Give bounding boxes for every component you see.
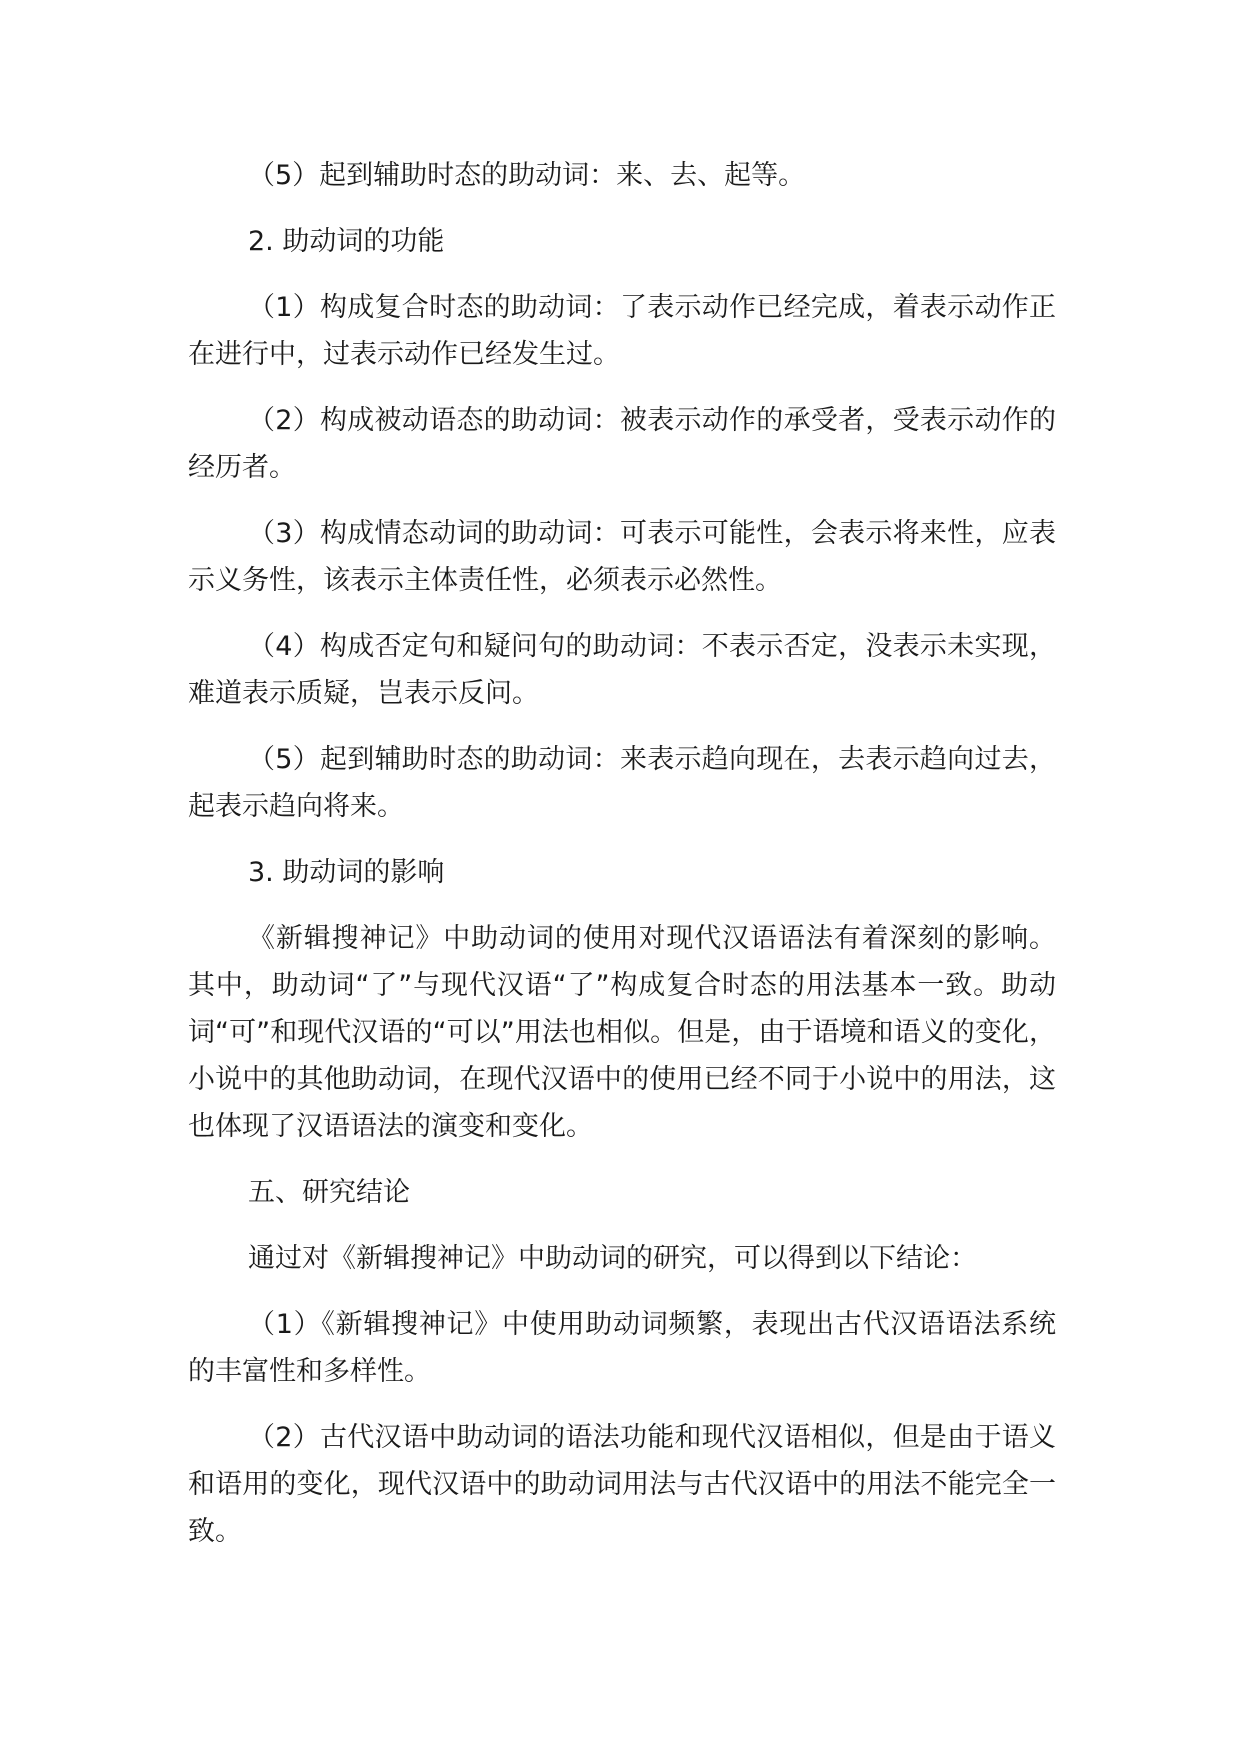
heading-aux-functions: 2. 助动词的功能 xyxy=(248,226,445,257)
paragraph-aux-tense-list: （5）起到辅助时态的助动词：来、去、起等。 xyxy=(248,160,806,191)
heading-aux-influence: 3. 助动词的影响 xyxy=(248,857,445,888)
paragraph-influence-body: 《新辑搜神记》中助动词的使用对现代汉语语法有着深刻的影响。其中，助动词“了”与现代汉语“了”构成复合时态的用法基本一致。助动词“可”和现代汉语的“可以”用法也相似。但是，由于语境和语义的变化，小说中的其他助动词，在现代汉语中的使用已经不同于小说中的用法，这也体现了汉语语法的演变和变化。 xyxy=(188,923,1056,1142)
heading-conclusion: 五、研究结论 xyxy=(248,1177,410,1208)
paragraph-conclusion-intro: 通过对《新辑搜神记》中助动词的研究，可以得到以下结论： xyxy=(248,1243,977,1274)
document-body xyxy=(188,152,1056,1574)
paragraph-compound-tense: （1）构成复合时态的助动词：了表示动作已经完成，着表示动作正在进行中，过表示动作已经发生过。 xyxy=(188,292,1056,370)
paragraph-modal-verbs: （3）构成情态动词的助动词：可表示可能性，会表示将来性，应表示义务性，该表示主体责任性，必须表示必然性。 xyxy=(188,518,1056,596)
paragraph-aux-tense-direction: （5）起到辅助时态的助动词：来表示趋向现在，去表示趋向过去，起表示趋向将来。 xyxy=(188,744,1056,822)
paragraph-negation-question: （4）构成否定句和疑问句的助动词：不表示否定，没表示未实现，难道表示质疑，岂表示反问。 xyxy=(188,631,1056,709)
paragraph-conclusion-2: （2）古代汉语中助动词的语法功能和现代汉语相似，但是由于语义和语用的变化，现代汉语中的助动词用法与古代汉语中的用法不能完全一致。 xyxy=(188,1422,1056,1547)
paragraph-passive-voice: （2）构成被动语态的助动词：被表示动作的承受者，受表示动作的经历者。 xyxy=(188,405,1056,483)
paragraph-conclusion-1: （1）《新辑搜神记》中使用助动词频繁，表现出古代汉语语法系统的丰富性和多样性。 xyxy=(188,1309,1056,1387)
